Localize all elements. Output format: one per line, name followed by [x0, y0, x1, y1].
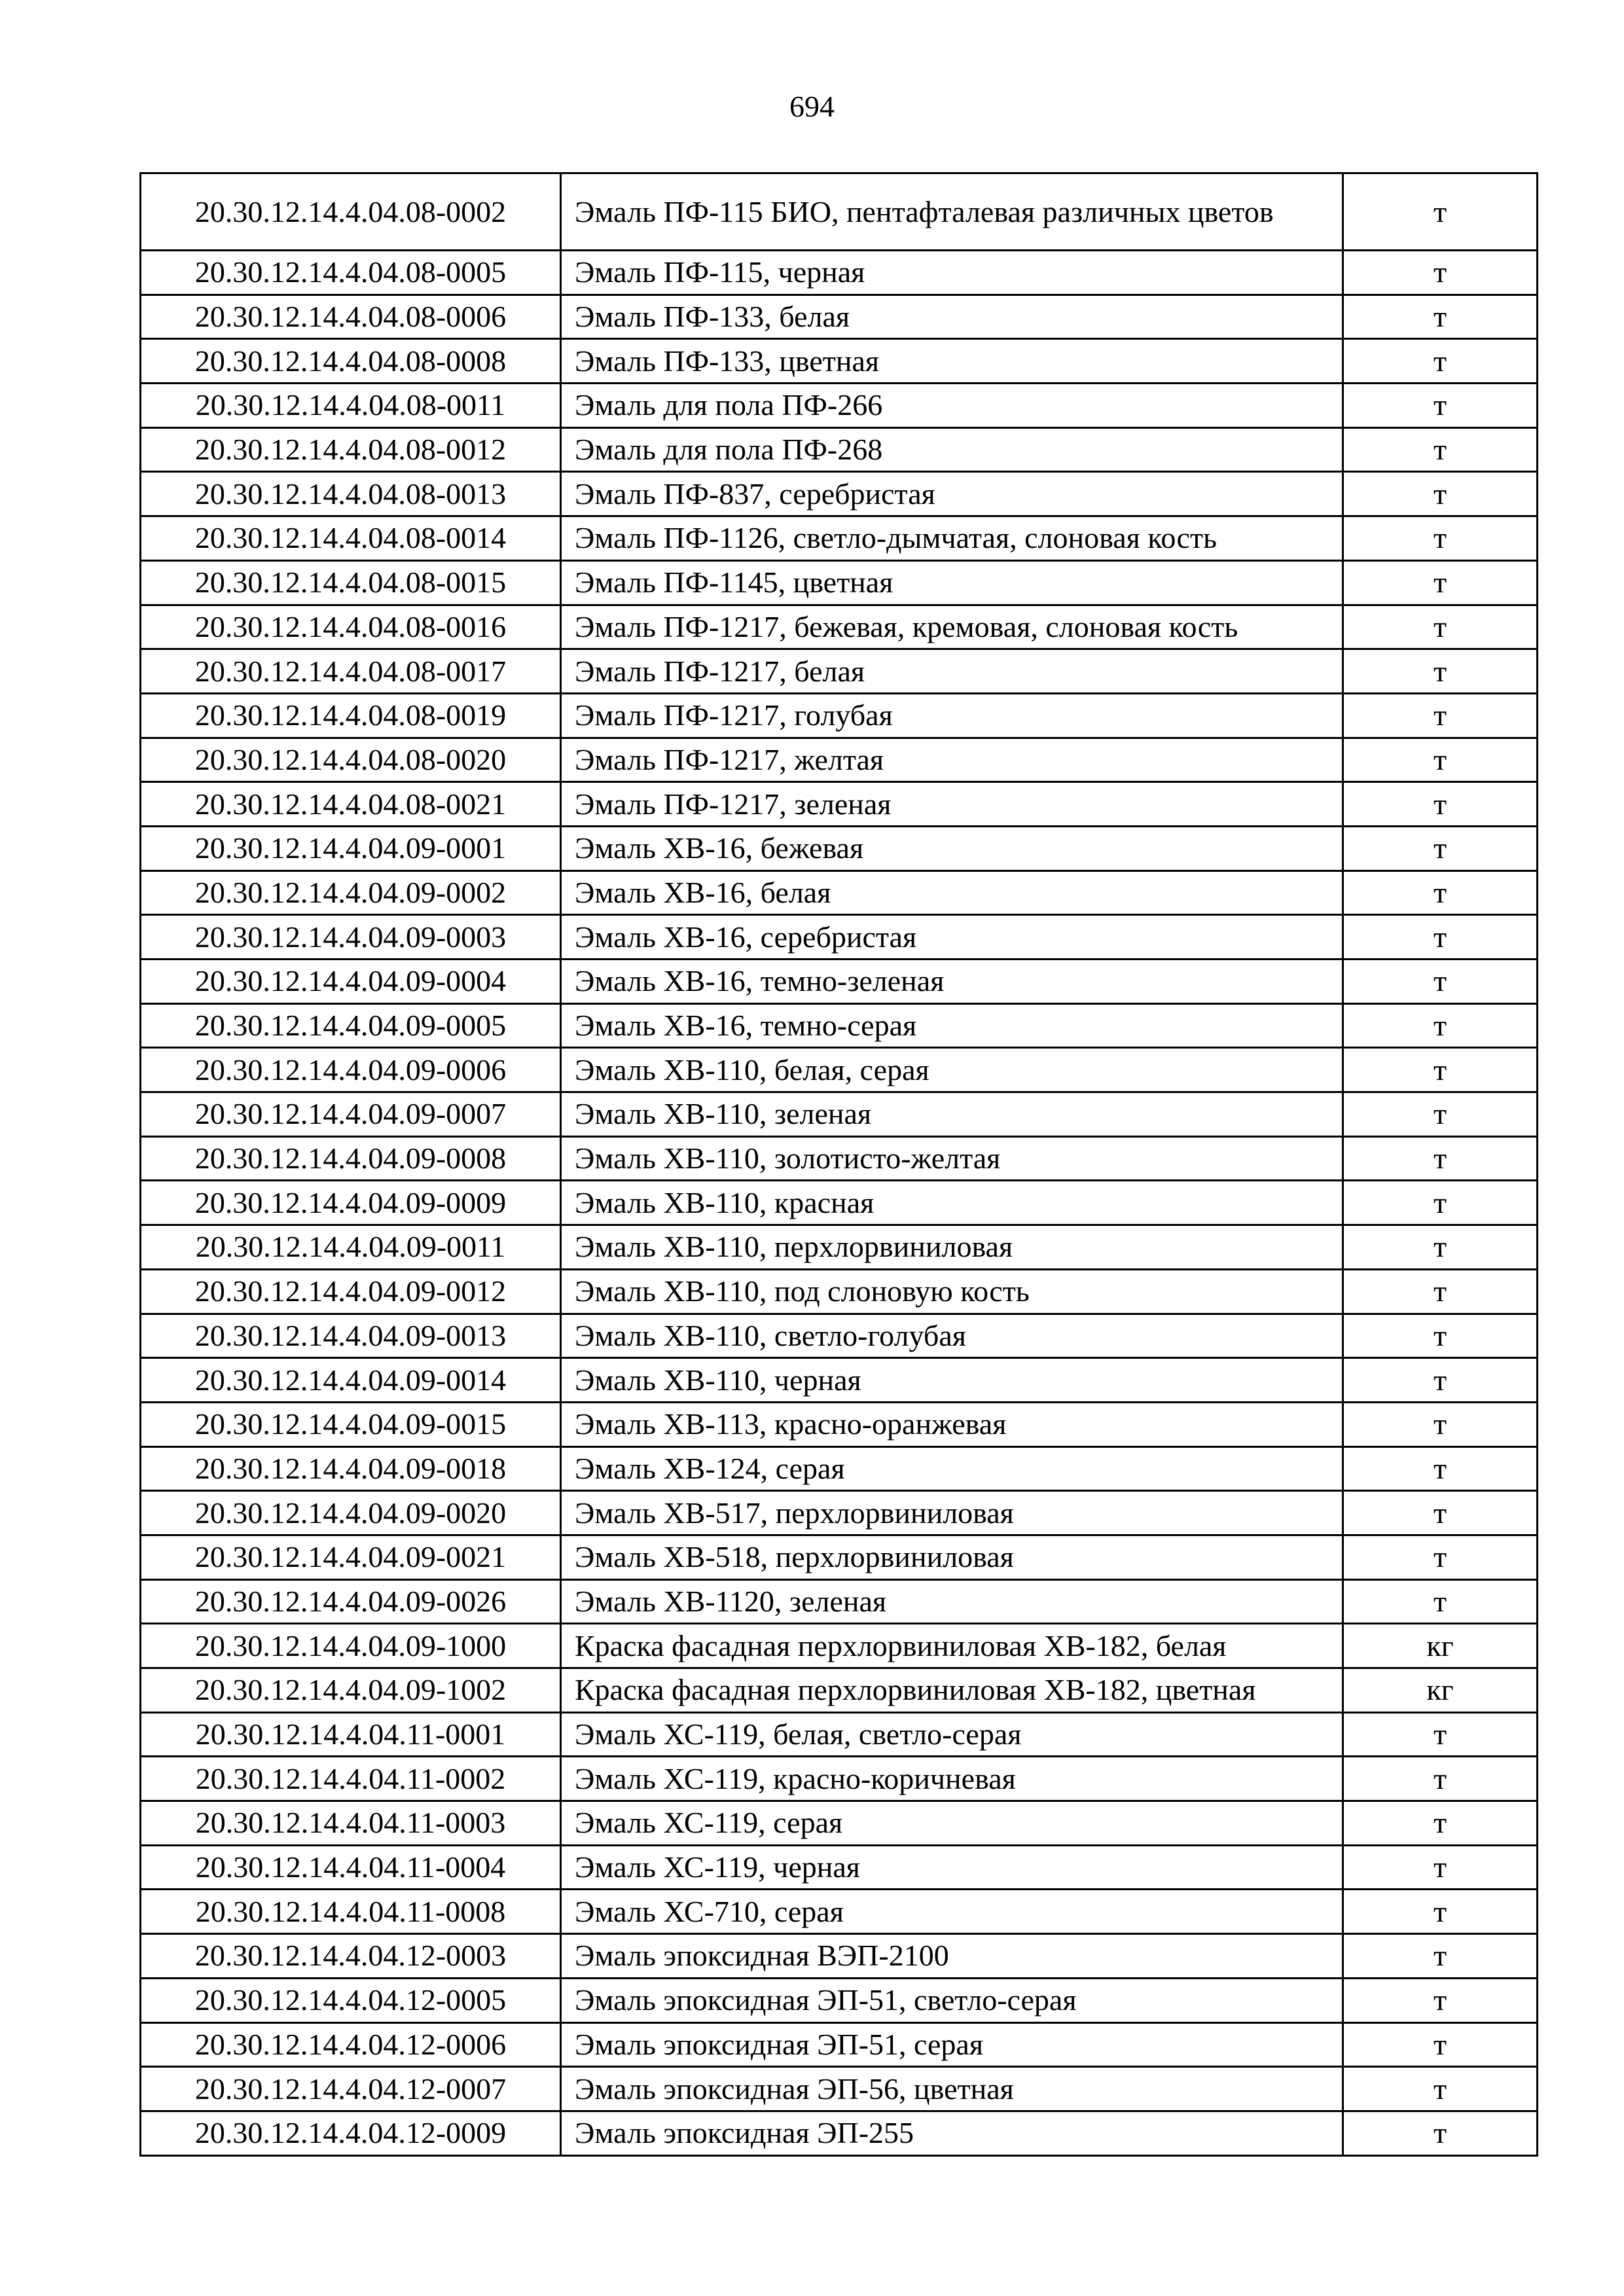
- material-name-cell: Эмаль ПФ-1145, цветная: [561, 560, 1343, 605]
- table-row: [141, 1845, 1538, 1890]
- unit-cell: т: [1343, 1757, 1538, 1801]
- material-name-cell: Эмаль ПФ-1126, светло-дымчатая, слоновая кость: [561, 516, 1343, 561]
- material-name-cell: Эмаль ХС-119, красно-коричневая: [561, 1757, 1343, 1801]
- material-name-cell: Краска фасадная перхлорвиниловая ХВ-182, белая: [561, 1624, 1343, 1668]
- material-name-cell: Эмаль ПФ-115, черная: [561, 251, 1343, 295]
- table-row: [141, 1491, 1538, 1535]
- material-name-cell: Эмаль ХВ-16, темно-зеленая: [561, 960, 1343, 1004]
- material-code-cell: 20.30.12.14.4.04.12-0005: [141, 1978, 561, 2022]
- material-code-cell: 20.30.12.14.4.04.09-1002: [141, 1668, 561, 1713]
- page-number: 694: [789, 90, 835, 123]
- material-code-cell: 20.30.12.14.4.04.12-0009: [141, 2111, 561, 2155]
- material-name-cell: Эмаль ХВ-110, под слоновую кость: [561, 1269, 1343, 1314]
- table-row: [141, 1934, 1538, 1979]
- material-code-cell: 20.30.12.14.4.04.11-0004: [141, 1845, 561, 1890]
- material-name-cell: Эмаль ХВ-110, светло-голубая: [561, 1314, 1343, 1358]
- material-name-cell: Эмаль ХС-119, белая, светло-серая: [561, 1712, 1343, 1757]
- unit-cell: т: [1343, 1181, 1538, 1225]
- table-row: [141, 1269, 1538, 1314]
- material-name-cell: Эмаль ХВ-110, красная: [561, 1181, 1343, 1225]
- table-row: [141, 1801, 1538, 1846]
- unit-cell: т: [1343, 2111, 1538, 2155]
- material-code-cell: 20.30.12.14.4.04.08-0012: [141, 427, 561, 472]
- unit-cell: т: [1343, 1890, 1538, 1934]
- material-name-cell: Эмаль ХВ-16, белая: [561, 870, 1343, 915]
- material-name-cell: Эмаль ПФ-115 БИО, пентафталевая различных цветов: [561, 173, 1343, 251]
- material-name-cell: Эмаль эпоксидная ВЭП-2100: [561, 1934, 1343, 1979]
- unit-cell: т: [1343, 870, 1538, 915]
- material-code-cell: 20.30.12.14.4.04.08-0014: [141, 516, 561, 561]
- unit-cell: т: [1343, 1491, 1538, 1535]
- material-name-cell: Эмаль эпоксидная ЭП-56, цветная: [561, 2067, 1343, 2111]
- table-row: [141, 960, 1538, 1004]
- unit-cell: т: [1343, 2067, 1538, 2111]
- unit-cell: т: [1343, 1092, 1538, 1137]
- material-name-cell: Эмаль ХВ-16, темно-серая: [561, 1003, 1343, 1048]
- table-row: [141, 251, 1538, 295]
- table-row: [141, 870, 1538, 915]
- unit-cell: т: [1343, 1358, 1538, 1403]
- material-code-cell: 20.30.12.14.4.04.09-0007: [141, 1092, 561, 1137]
- material-name-cell: Эмаль ХВ-110, перхлорвиниловая: [561, 1225, 1343, 1270]
- material-name-cell: Эмаль ХВ-16, серебристая: [561, 915, 1343, 960]
- material-name-cell: Эмаль ПФ-1217, голубая: [561, 693, 1343, 738]
- material-code-cell: 20.30.12.14.4.04.09-0018: [141, 1446, 561, 1491]
- unit-cell: т: [1343, 960, 1538, 1004]
- unit-cell: т: [1343, 738, 1538, 782]
- material-code-cell: 20.30.12.14.4.04.09-0005: [141, 1003, 561, 1048]
- table-row: [141, 1314, 1538, 1358]
- table-row: [141, 295, 1538, 339]
- unit-cell: т: [1343, 2022, 1538, 2067]
- table-row: [141, 915, 1538, 960]
- table-row: [141, 1978, 1538, 2022]
- material-name-cell: Эмаль ХВ-518, перхлорвиниловая: [561, 1535, 1343, 1579]
- unit-cell: т: [1343, 1801, 1538, 1846]
- material-code-cell: 20.30.12.14.4.04.12-0006: [141, 2022, 561, 2067]
- table-row: [141, 560, 1538, 605]
- material-code-cell: 20.30.12.14.4.04.09-0011: [141, 1225, 561, 1270]
- material-name-cell: Эмаль ПФ-1217, желтая: [561, 738, 1343, 782]
- table-row: [141, 472, 1538, 516]
- material-code-cell: 20.30.12.14.4.04.09-0020: [141, 1491, 561, 1535]
- unit-cell: т: [1343, 1712, 1538, 1757]
- material-code-cell: 20.30.12.14.4.04.08-0016: [141, 605, 561, 649]
- material-code-cell: 20.30.12.14.4.04.11-0001: [141, 1712, 561, 1757]
- table-row: [141, 826, 1538, 870]
- table-row: [141, 1757, 1538, 1801]
- material-code-cell: 20.30.12.14.4.04.09-0014: [141, 1358, 561, 1403]
- material-code-cell: 20.30.12.14.4.04.08-0019: [141, 693, 561, 738]
- table-row: [141, 1624, 1538, 1668]
- unit-cell: т: [1343, 782, 1538, 827]
- material-code-cell: 20.30.12.14.4.04.08-0006: [141, 295, 561, 339]
- unit-cell: т: [1343, 605, 1538, 649]
- material-name-cell: Эмаль ХВ-113, красно-оранжевая: [561, 1402, 1343, 1446]
- material-code-cell: 20.30.12.14.4.04.09-0021: [141, 1535, 561, 1579]
- unit-cell: т: [1343, 1845, 1538, 1890]
- material-code-cell: 20.30.12.14.4.04.08-0021: [141, 782, 561, 827]
- table-row: [141, 1003, 1538, 1048]
- material-name-cell: Эмаль ХС-119, черная: [561, 1845, 1343, 1890]
- unit-cell: т: [1343, 1003, 1538, 1048]
- material-code-cell: 20.30.12.14.4.04.08-0005: [141, 251, 561, 295]
- materials-table: [139, 172, 1538, 2157]
- unit-cell: т: [1343, 1402, 1538, 1446]
- material-code-cell: 20.30.12.14.4.04.08-0015: [141, 560, 561, 605]
- unit-cell: т: [1343, 693, 1538, 738]
- unit-cell: т: [1343, 1314, 1538, 1358]
- material-code-cell: 20.30.12.14.4.04.09-0003: [141, 915, 561, 960]
- table-row: [141, 1535, 1538, 1579]
- material-name-cell: Эмаль ХС-710, серая: [561, 1890, 1343, 1934]
- material-name-cell: Эмаль ПФ-133, цветная: [561, 339, 1343, 384]
- unit-cell: т: [1343, 1978, 1538, 2022]
- material-name-cell: Эмаль ХВ-16, бежевая: [561, 826, 1343, 870]
- table-row: [141, 1048, 1538, 1092]
- material-code-cell: 20.30.12.14.4.04.08-0008: [141, 339, 561, 384]
- material-code-cell: 20.30.12.14.4.04.09-0013: [141, 1314, 561, 1358]
- material-code-cell: 20.30.12.14.4.04.09-0009: [141, 1181, 561, 1225]
- unit-cell: т: [1343, 1269, 1538, 1314]
- material-code-cell: 20.30.12.14.4.04.09-0002: [141, 870, 561, 915]
- table-row: [141, 649, 1538, 694]
- unit-cell: т: [1343, 826, 1538, 870]
- table-row: [141, 1579, 1538, 1624]
- material-name-cell: Эмаль ХВ-110, черная: [561, 1358, 1343, 1403]
- material-name-cell: Эмаль для пола ПФ-266: [561, 384, 1343, 428]
- material-name-cell: Эмаль эпоксидная ЭП-51, серая: [561, 2022, 1343, 2067]
- material-code-cell: 20.30.12.14.4.04.09-0026: [141, 1579, 561, 1624]
- material-name-cell: Эмаль ХВ-517, перхлорвиниловая: [561, 1491, 1343, 1535]
- material-code-cell: 20.30.12.14.4.04.08-0013: [141, 472, 561, 516]
- unit-cell: кг: [1343, 1668, 1538, 1713]
- unit-cell: т: [1343, 1934, 1538, 1979]
- material-name-cell: Эмаль ХВ-110, белая, серая: [561, 1048, 1343, 1092]
- table-row: [141, 1358, 1538, 1403]
- table-row: [141, 1712, 1538, 1757]
- material-name-cell: Эмаль эпоксидная ЭП-255: [561, 2111, 1343, 2155]
- material-name-cell: Эмаль ХВ-1120, зеленая: [561, 1579, 1343, 1624]
- material-code-cell: 20.30.12.14.4.04.09-0012: [141, 1269, 561, 1314]
- material-name-cell: Эмаль ХВ-124, серая: [561, 1446, 1343, 1491]
- material-code-cell: 20.30.12.14.4.04.08-0011: [141, 384, 561, 428]
- table-row: [141, 1402, 1538, 1446]
- material-code-cell: 20.30.12.14.4.04.11-0003: [141, 1801, 561, 1846]
- unit-cell: т: [1343, 251, 1538, 295]
- material-code-cell: 20.30.12.14.4.04.11-0002: [141, 1757, 561, 1801]
- material-name-cell: Эмаль ПФ-1217, зеленая: [561, 782, 1343, 827]
- unit-cell: т: [1343, 1136, 1538, 1181]
- material-code-cell: 20.30.12.14.4.04.08-0020: [141, 738, 561, 782]
- material-name-cell: Эмаль ПФ-133, белая: [561, 295, 1343, 339]
- material-name-cell: Эмаль ПФ-1217, белая: [561, 649, 1343, 694]
- material-code-cell: 20.30.12.14.4.04.09-0001: [141, 826, 561, 870]
- unit-cell: т: [1343, 1535, 1538, 1579]
- unit-cell: т: [1343, 915, 1538, 960]
- material-name-cell: Краска фасадная перхлорвиниловая ХВ-182, цветная: [561, 1668, 1343, 1713]
- table-row: [141, 605, 1538, 649]
- material-name-cell: Эмаль ПФ-837, серебристая: [561, 472, 1343, 516]
- table-row: [141, 1446, 1538, 1491]
- unit-cell: т: [1343, 295, 1538, 339]
- material-code-cell: 20.30.12.14.4.04.08-0017: [141, 649, 561, 694]
- material-code-cell: 20.30.12.14.4.04.09-0008: [141, 1136, 561, 1181]
- material-name-cell: Эмаль ПФ-1217, бежевая, кремовая, слоновая кость: [561, 605, 1343, 649]
- material-code-cell: 20.30.12.14.4.04.11-0008: [141, 1890, 561, 1934]
- table-row: [141, 1181, 1538, 1225]
- table-row: [141, 516, 1538, 561]
- table-row: [141, 1136, 1538, 1181]
- material-code-cell: 20.30.12.14.4.04.09-0006: [141, 1048, 561, 1092]
- table-row: [141, 782, 1538, 827]
- material-code-cell: 20.30.12.14.4.04.12-0007: [141, 2067, 561, 2111]
- table-row: [141, 339, 1538, 384]
- table-row: [141, 384, 1538, 428]
- materials-table-body: [141, 173, 1538, 2156]
- material-name-cell: Эмаль для пола ПФ-268: [561, 427, 1343, 472]
- unit-cell: т: [1343, 516, 1538, 561]
- unit-cell: т: [1343, 1225, 1538, 1270]
- material-name-cell: Эмаль ХВ-110, золотисто-желтая: [561, 1136, 1343, 1181]
- unit-cell: т: [1343, 384, 1538, 428]
- unit-cell: т: [1343, 560, 1538, 605]
- table-row: [141, 1668, 1538, 1713]
- unit-cell: т: [1343, 1048, 1538, 1092]
- table-row: [141, 1092, 1538, 1137]
- unit-cell: т: [1343, 1579, 1538, 1624]
- unit-cell: т: [1343, 472, 1538, 516]
- material-name-cell: Эмаль ХВ-110, зеленая: [561, 1092, 1343, 1137]
- table-row: [141, 427, 1538, 472]
- unit-cell: т: [1343, 339, 1538, 384]
- material-name-cell: Эмаль ХС-119, серая: [561, 1801, 1343, 1846]
- table-row: [141, 173, 1538, 251]
- material-code-cell: 20.30.12.14.4.04.08-0002: [141, 173, 561, 251]
- table-row: [141, 738, 1538, 782]
- material-code-cell: 20.30.12.14.4.04.09-1000: [141, 1624, 561, 1668]
- table-row: [141, 1225, 1538, 1270]
- material-code-cell: 20.30.12.14.4.04.09-0004: [141, 960, 561, 1004]
- table-row: [141, 2067, 1538, 2111]
- table-row: [141, 1890, 1538, 1934]
- unit-cell: т: [1343, 1446, 1538, 1491]
- table-row: [141, 2022, 1538, 2067]
- material-code-cell: 20.30.12.14.4.04.09-0015: [141, 1402, 561, 1446]
- unit-cell: т: [1343, 173, 1538, 251]
- table-row: [141, 2111, 1538, 2155]
- material-name-cell: Эмаль эпоксидная ЭП-51, светло-серая: [561, 1978, 1343, 2022]
- unit-cell: кг: [1343, 1624, 1538, 1668]
- material-code-cell: 20.30.12.14.4.04.12-0003: [141, 1934, 561, 1979]
- unit-cell: т: [1343, 649, 1538, 694]
- unit-cell: т: [1343, 427, 1538, 472]
- table-row: [141, 693, 1538, 738]
